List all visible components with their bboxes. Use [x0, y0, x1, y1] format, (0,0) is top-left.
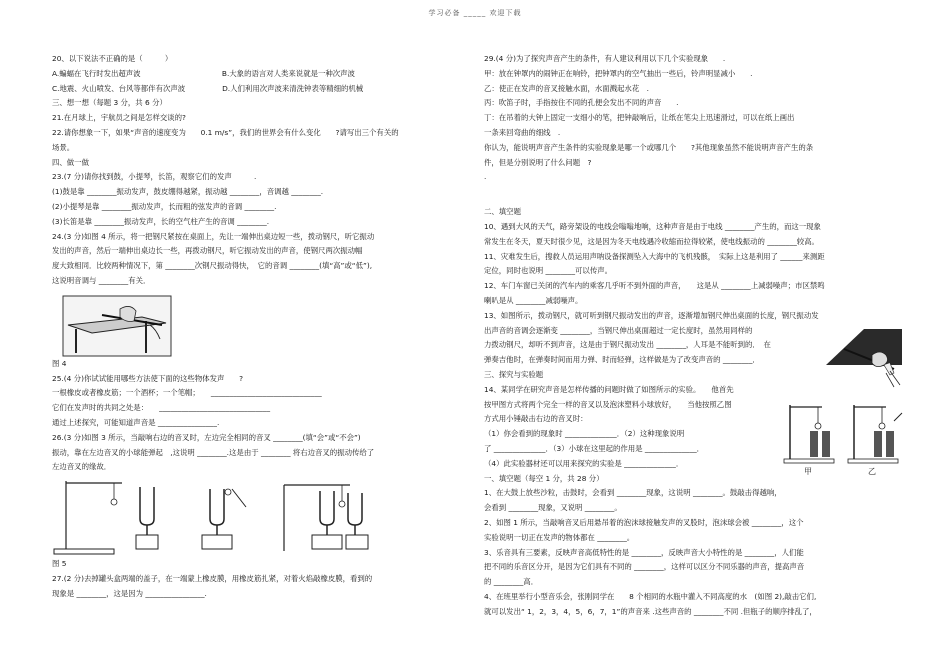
text-line: 力拨动钢尺，却听不到声音，这是由于钢尺振动发出 ________，人耳是不能听到的． 在	[484, 340, 771, 350]
text-line: 就可以发出“ 1，2，3，4，5，6，7，1”的声音来 .这些声音的 ________不同 .但瓶子的顺序排乱了，	[484, 606, 817, 616]
figure-label-yi: 乙	[868, 467, 876, 477]
figure-4-caption: 图 4	[52, 358, 67, 368]
text-line: 11、灾难发生后，搜救人员运用声呐设备探测坠入大海中的飞机残骸， 实际上这是利用了 ______来测距	[484, 251, 825, 261]
text-line: 23.(7 分)请你找到鼓，小提琴，长笛，观察它们的发声 .	[52, 172, 257, 182]
text-line: 2、如图 1 所示，当敲响音叉后用悬吊着的泡沫球接触发声的叉股时，泡沫球会被 ________，这个	[484, 517, 804, 527]
text-line: 一根橡皮或者橡皮筋；一个酒杯；一个笔帽； ______________________________	[52, 388, 322, 398]
figure-13-ruler-hand	[824, 325, 904, 391]
text-line: 件，但是分别说明了什么问题 ?	[484, 157, 592, 167]
ruler-desk-illustration	[62, 295, 172, 357]
text-line: 了 ______________．（3）小球在这里起的作用是 ______________．	[484, 443, 705, 453]
figure-label-jia: 甲	[804, 467, 812, 477]
ruler-hand-illustration	[824, 325, 904, 391]
text-line: 你认为，能说明声音产生条件的实验现象是哪一个或哪几个 ?其他现象虽然不能说明声音产生的条	[484, 142, 814, 152]
text-line: 通过上述探究，可能知道声音是 ________________.	[52, 417, 220, 427]
figure-14-tuning-fork-stands	[782, 401, 906, 481]
text-line: 的 ________高．	[484, 577, 539, 587]
figure-5-caption: 图 5	[52, 559, 67, 569]
text-line: 这说明音调与 ________有关．	[52, 275, 151, 285]
text-line: 丙：吹笛子时，手指按住不同的孔便会发出不同的声音 .	[484, 98, 679, 108]
text-line: 24.(3 分)如图 4 所示，将一把钢尺紧按在桌面上，先让一端伸出桌边短一些，拨动钢尺，听它振动	[52, 231, 375, 241]
text-line: 丁：在吊着的大钟上固定一支细小的笔，把钟敲响后，让纸在笔尖上迅速滑过，可以在纸上画出	[484, 113, 795, 123]
left-bottom-block	[52, 572, 472, 602]
section-heading: 一、填空题（每空 1 分，共 28 分）	[484, 473, 604, 483]
text-line: 26.(3 分)如图 3 所示，当敲响右边的音叉时，左边完全相同的音叉 ________(填“会”或“不会”)	[52, 432, 361, 442]
figure-5-tuning-forks	[52, 479, 392, 557]
text-line: 29.(4 分)为了探究声音产生的条件，有人建议利用以下几个实验现象 .	[484, 54, 726, 63]
left-column	[52, 52, 472, 602]
left-top-block	[52, 52, 472, 289]
text-line: 1、在大鼓上放些沙粒，击鼓时，会看到 ________现象，这说明 ________。鼓敲击得越响，	[484, 488, 782, 498]
text-line: 3、乐音具有三要素，反映声音高低特性的是 ________，反映声音大小特性的是 ________，人们能	[484, 547, 804, 557]
text-line: 10、遇到大风的天气，路旁架设的电线会嗡嗡地响，这种声音是由于电线 ________产生的，而这一现象	[484, 221, 821, 231]
text-line: 定位，同时也说明 ________可以传声。	[484, 266, 612, 276]
text-line: 13、如图所示，拨动钢尺，就可听到钢尺振动发出的声音，逐渐增加钢尺伸出桌面的长度，钢尺振动发	[484, 310, 819, 320]
right-bottom-block	[484, 472, 904, 620]
right-top-block	[484, 52, 904, 185]
text-line: 左边音叉的缘故．	[52, 462, 112, 472]
section-heading: 三、想一想（每题 3 分，共 6 分）	[52, 98, 167, 108]
text-line: 现象是 ________，这是因为 ________________.	[52, 588, 207, 598]
text-line: （1）你会看到的现象时 ______________．（2）这种现象说明	[484, 429, 685, 439]
text-line: (2)小提琴是靠 ________振动发声，长而粗的弦发声的音调 ________.	[52, 201, 277, 211]
text-line: 出声音的音调会逐渐变 ________，当钢尺伸出桌面超过一定长度时，虽然用同样的	[484, 325, 753, 335]
text-line: 甲：放在钟罩内的闹钟正在响铃，把钟罩内的空气抽出一些后，铃声明显减小 .	[484, 68, 753, 78]
text-line: 27.(2 分)去掉罐头盒两端的盖子，在一端蒙上橡皮膜，用橡皮筋扎紧，对着火焰敲橡皮膜，看到的	[52, 573, 373, 583]
text-line: (1)鼓是靠 ________振动发声，鼓皮绷得越紧，振动越 ________，音调越 ________.	[52, 187, 324, 197]
text-line: 方式用小锤敲击右边的音叉时：	[484, 414, 588, 424]
section-heading: 四、做一做	[52, 157, 89, 167]
text-line: 它们在发声时的共同之处是： ______________________________	[52, 403, 271, 413]
text-line: 会看到 ________现象，又说明 ________。	[484, 503, 622, 513]
figure-4-ruler-on-desk	[62, 295, 172, 357]
text-line: 乙：使正在发声的音叉接触水面，水面溅起水花 .	[484, 83, 649, 93]
text-line: 14、某同学在研究声音是怎样传播的问题时做了如图所示的实验。 他首先	[484, 384, 734, 394]
section-heading: 三、探究与实验题	[484, 369, 544, 379]
text-line: 常发生在冬天，夏天时很少见，这是因为冬天电线遇冷收缩而拉得较紧，使电线振动的 ________较高。	[484, 236, 819, 246]
fork-stands-illustration	[782, 401, 906, 481]
text-line: 把不同的乐音区分开，是因为它们具有不同的 ________，这样可以区分不同乐器的声音，提高声音	[484, 562, 805, 572]
left-mid-block	[52, 372, 472, 476]
text-line: 场景。	[52, 142, 75, 152]
text-line: 25.(4 分)你试试能用哪些方法使下面的这些物体发声 ?	[52, 373, 244, 383]
right-mid-block	[484, 205, 904, 477]
section-heading: 二、填空题	[484, 207, 521, 217]
text-line: 喇叭是从 ________减弱噪声。	[484, 295, 583, 305]
text-line: A.蝙蝠在飞行时发出超声波 B.大象的语言对人类来说就是一种次声波	[52, 68, 355, 78]
text-line: 弹奏吉他时，在弹奏时间而用力弹、时而轻弹，这样做是为了改变声音的 ________．	[484, 355, 760, 365]
text-line: 4、在班里举行小型音乐会，张刚同学在 8 个相同的水瓶中灌入不同高度的水 (如图 2),敲击它们,	[484, 591, 817, 601]
right-column	[484, 52, 904, 619]
text-line: 实验说明一切正在发声的物体都在 ________。	[484, 532, 635, 542]
text-line: 20、以下说法不正确的是（ ）	[52, 54, 173, 63]
text-line: 度大致相同．比较两种情况下，第 ________次钢尺振动得快， 它的音调 ________(填“高”或“低”),	[52, 261, 373, 271]
text-line: 一条来回弯曲的细线 .	[484, 127, 561, 137]
text-line: (3)长笛是靠 ________振动发声，长的空气柱产生的音调 ________.	[52, 216, 270, 226]
text-line: 按甲图方式将两个完全一样的音叉以及泡沫塑料小球放好， 当他按照乙图	[484, 399, 732, 409]
page-header: 学习必备 _____ 欢迎下载	[428, 9, 522, 17]
text-line: 21.在月球上，宇航员之间是怎样交谈的?	[52, 113, 186, 123]
text-line: （4）此实验器材还可以用来探究的实验是 ______________．	[484, 458, 684, 468]
text-line: 12、车门车窗已关闭的汽车内的乘客几乎听不到外面的声音， 这是从 ________上减弱噪声；市区禁鸣	[484, 281, 825, 291]
text-line: 振动，靠在左边音叉的小球能弹起 ,这说明 ________.这是由于 ________ 将右边音叉的振动传给了	[52, 447, 375, 457]
text-line: C.地震、火山喷发、台风等都伴有次声波 D.人们利用次声波来清洗钟表等精细的机械	[52, 83, 364, 93]
tuning-fork-illustration	[52, 479, 392, 557]
text-line: 发出的声音，然后一端伸出桌边长一些，再拨动钢尺，听它振动发出的声音，使钢尺两次振动幅	[52, 246, 363, 256]
text-line: .	[484, 172, 487, 182]
text-line: 22.请你想象一下，如果“声音的速度变为 0.1 m/s”，我们的世界会有什么变化 ?请写出三个有关的	[52, 127, 399, 137]
